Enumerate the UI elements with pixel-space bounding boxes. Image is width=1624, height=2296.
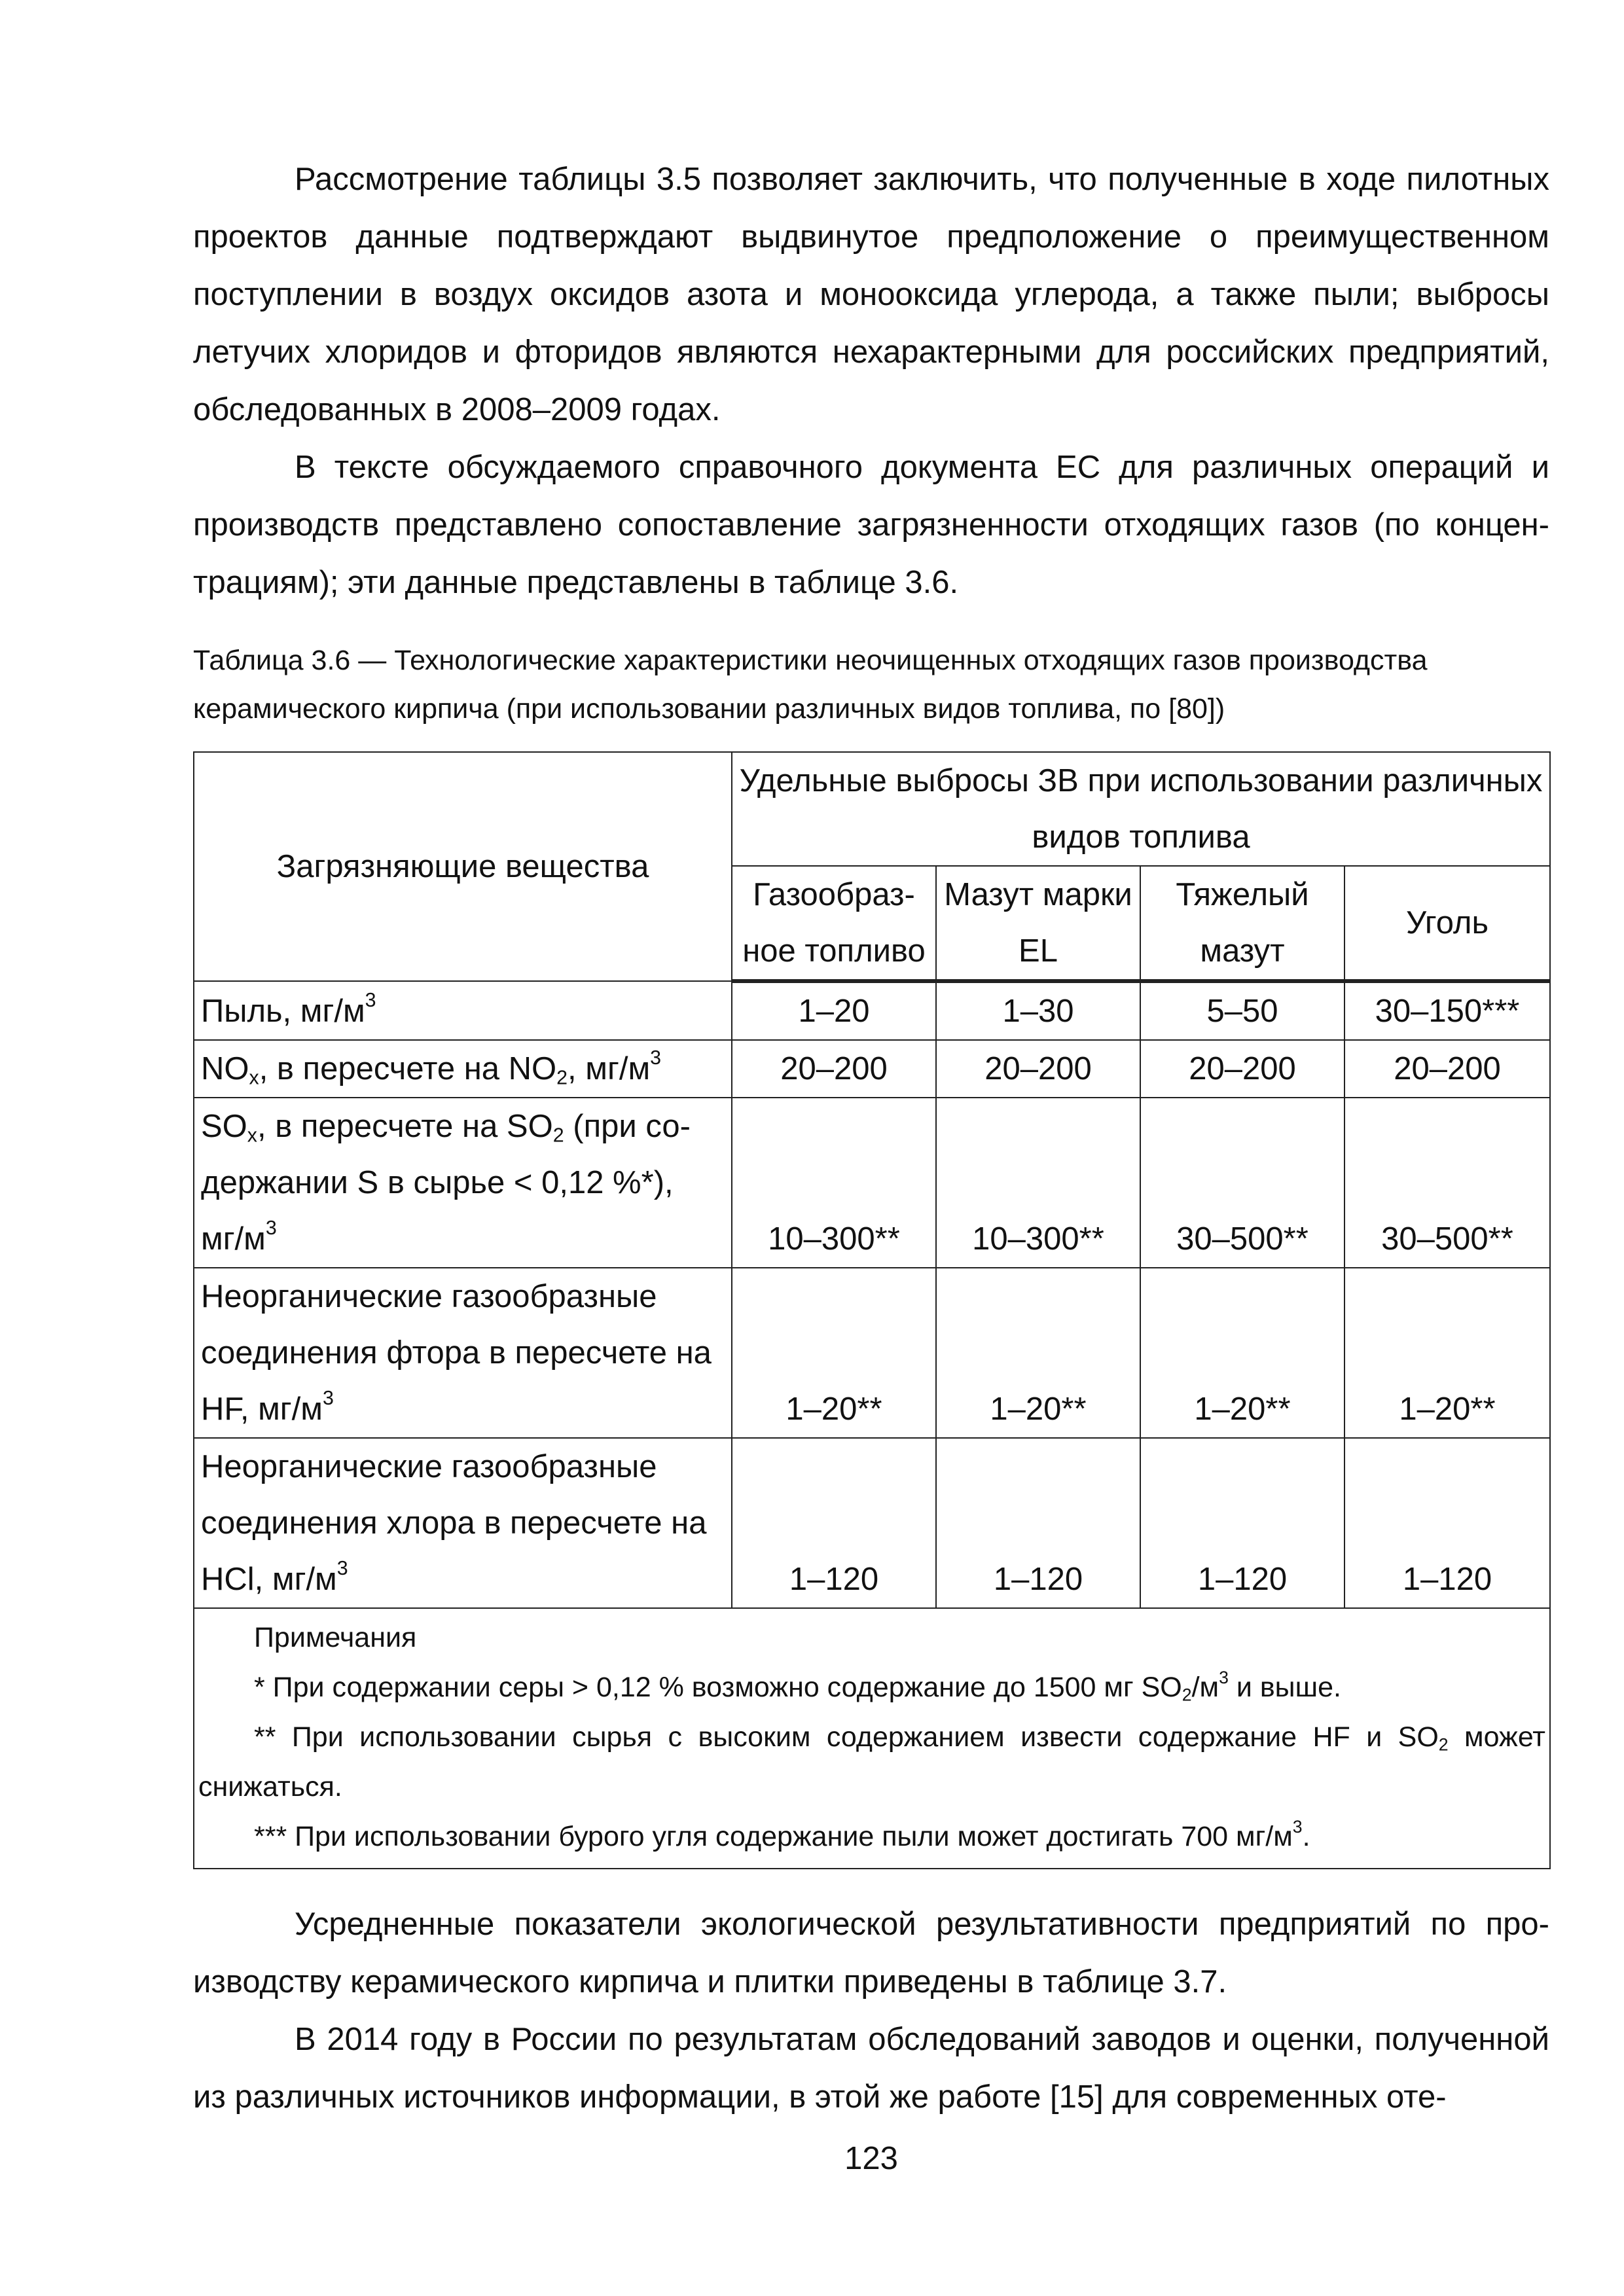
value-cell: 1–120: [1140, 1438, 1344, 1608]
value-cell: 10–300**: [936, 1098, 1140, 1268]
header-gas-fuel: Газообразное топливо: [732, 866, 936, 981]
table-row: [194, 1098, 1550, 1268]
emissions-table: [193, 751, 1551, 1869]
table-notes-row: [194, 1608, 1550, 1869]
text-after-table: [193, 1895, 1549, 2126]
header-fuel-group: Удельные выбросы ЗВ при использовании различных видов топлива: [732, 752, 1550, 866]
value-cell: 10–300**: [732, 1098, 936, 1268]
table-caption: Таблица 3.6 — Технологические характеристики неочищенных отходящих газов производства керамического кирпича (при использовании различных видов топлива, по [80]): [193, 645, 1428, 725]
header-heavy-fuel-oil: Тяжелый мазут: [1140, 866, 1344, 981]
value-cell: 1–20**: [936, 1268, 1140, 1438]
value-cell: 1–120: [732, 1438, 936, 1608]
note-item: *** При использовании бурого угля содержание пыли может достигать 700 $мг/м^3$.: [254, 1817, 1310, 1852]
table-row: [194, 1268, 1550, 1438]
value-cell: 30–150***: [1344, 981, 1550, 1040]
value-cell: 1–30: [936, 981, 1140, 1040]
value-cell: 1–20**: [1344, 1268, 1550, 1438]
table-row: [194, 1438, 1550, 1608]
value-cell: 30–500**: [1344, 1098, 1550, 1268]
value-cell: 1–20**: [1140, 1268, 1344, 1438]
value-cell: 30–500**: [1140, 1098, 1344, 1268]
header-pollutants: Загрязняющие вещества: [194, 752, 732, 981]
paragraph: Рассмотрение таблицы 3.5 позволяет заключить, что полученные в ходе пилотных проектов данные подтверждают выдвинутое предположение о преимущественном поступлении в воздух оксидов азота и монооксида углерода, а также пыли; выбросы летучих хлоридов и фторидов являются нехарактерными для российских предприятий, обследованных в 2008–2009 годах.: [193, 162, 1549, 427]
table-header-row: [194, 752, 1550, 866]
value-cell: 1–20**: [732, 1268, 936, 1438]
value-cell: 20–200: [1140, 1040, 1344, 1098]
value-cell: 20–200: [1344, 1040, 1550, 1098]
pollutant-name: Неорганические газообразные соединения фтора в пересчете на HF, $мг/м^3$: [194, 1268, 732, 1438]
header-fuel-oil-el: Мазут марки EL: [936, 866, 1140, 981]
paragraph: Усредненные показатели экологической результативности предприятий по производству керамического кирпича и плитки приведены в таблице 3.7.: [193, 1907, 1549, 2000]
pollutant-name: Неорганические газообразные соединения хлора в пересчете на HCl, $мг/м^3$: [194, 1438, 732, 1608]
note-item: ** При использовании сырья с высоким содержанием извести содержание HF и $SO_2$ может снижаться.: [198, 1721, 1545, 1803]
table-row: [194, 981, 1550, 1040]
table-row: [194, 1040, 1550, 1098]
value-cell: 20–200: [936, 1040, 1140, 1098]
value-cell: 20–200: [732, 1040, 936, 1098]
pollutant-name: Пыль, $мг/м^3$: [194, 981, 732, 1040]
value-cell: 1–120: [936, 1438, 1140, 1608]
value-cell: 1–20: [732, 981, 936, 1040]
document-page: [193, 151, 1549, 2185]
note-item: * При содержании серы > 0,12 % возможно содержание до 1500 мг $SO_2/м^3$ и выше.: [254, 1668, 1341, 1705]
page-number: 123: [844, 2141, 898, 2176]
paragraph: В тексте обсуждаемого справочного документа ЕС для различных операций и производств представлено сопоставление загрязненности отходящих газов (по концентрациям); эти данные представлены в таблице 3.6.: [193, 450, 1549, 600]
value-cell: 1–120: [1344, 1438, 1550, 1608]
notes-heading: Примечания: [254, 1622, 417, 1653]
pollutant-name: $SO_x$, в пересчете на $SO_2$ (при содержании S в сырье < 0,12 %*), $мг/м^3$: [194, 1098, 732, 1268]
table-notes: [194, 1608, 1550, 1869]
header-coal: Уголь: [1344, 866, 1550, 981]
pollutant-name: $NO_x$, в пересчете на $NO_2$, $мг/м^3$: [194, 1040, 732, 1098]
paragraph: В 2014 году в России по результатам обследований заводов и оценки, полученной из различных источников информации, в этой же работе [15] для современных оте-: [193, 2022, 1549, 2115]
value-cell: 5–50: [1140, 981, 1344, 1040]
